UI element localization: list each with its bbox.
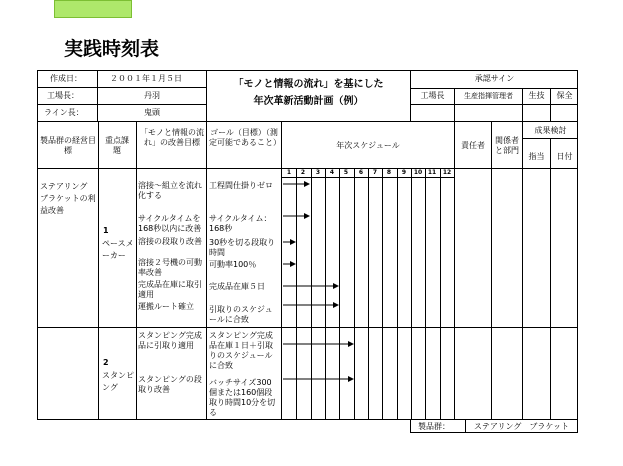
col-review: 成果検討 [534, 126, 567, 135]
col-schedule: 年次スケジュール [336, 141, 400, 150]
month-label: 1 [286, 169, 292, 176]
month-label: 4 [329, 169, 335, 176]
col-key-issue: 重点課題 [105, 136, 129, 155]
row1-measure-2: サイクルタイム：168秒 [209, 214, 272, 233]
month-label: 9 [401, 169, 407, 176]
approver-tech: 生技 [528, 91, 545, 100]
row1-measure-5: 完成品在庫５日 [209, 282, 265, 291]
line-value: 鬼頭 [144, 108, 160, 117]
footer-product-value: ステアリング ブラケット [474, 422, 569, 431]
col-review-approve: 指当 [528, 152, 545, 161]
created-label: 作成日： [50, 74, 82, 83]
approver-maint: 保全 [556, 91, 573, 100]
factory-value: 丹羽 [144, 91, 160, 100]
col-flow-goal: 「モノと情報の流れ」の改善目標 [140, 128, 204, 147]
month-label: 8 [386, 169, 392, 176]
row1-flow-goal-2: サイクルタイムを168秒以内に改善 [138, 214, 202, 233]
row2-flow-goal-2: スタンピングの段取り改善 [138, 375, 202, 394]
col-goal-measure: ゴール（目標）（測定可能であること） [209, 128, 281, 147]
approval-label: 承認サイン [474, 74, 515, 83]
month-label: 7 [372, 169, 378, 176]
factory-label: 工場長： [47, 91, 79, 100]
row1-flow-goal-1: 溶接～組立を流れ化する [138, 181, 202, 200]
row1-flow-goal-3: 溶接の段取り改善 [138, 237, 202, 246]
month-label: 2 [300, 169, 306, 176]
month-label: 12 [442, 169, 452, 176]
month-label: 11 [427, 169, 437, 176]
row2-key-issue: スタンピング [102, 371, 134, 392]
row1-measure-6: 引取りのスケジュールに合致 [209, 305, 273, 324]
row2-flow-goal-1: スタンピング完成品に引取り適用 [138, 331, 202, 350]
row2-key-issue-no: 2 [103, 358, 109, 367]
row1-flow-goal-6: 運搬ルート確立 [138, 302, 194, 311]
month-label: 5 [343, 169, 349, 176]
col-review-date: 日付 [556, 152, 573, 161]
row2-measure-1: スタンピング完成品在庫１日＋引取りのスケジュールに合致 [209, 331, 273, 370]
row1-key-issue: ペースメーカー [102, 239, 134, 260]
row1-measure-3: 30秒を切る段取り時間 [209, 238, 276, 257]
approver-factory: 工場長 [420, 91, 445, 100]
plan-title-line1: 「モノと情報の流れ」を基にした [233, 79, 384, 90]
plan-title-line2: 年次革新活動計画（例） [253, 96, 364, 107]
row1-measure-4: 可動率100％ [209, 260, 257, 269]
col-responsible: 責任者 [461, 141, 485, 150]
month-label: 3 [315, 169, 321, 176]
approver-production: 生産指揮管理者 [464, 92, 513, 100]
month-label: 10 [413, 169, 423, 176]
row1-key-issue-no: 1 [103, 226, 109, 235]
line-label: ライン長： [44, 108, 84, 117]
created-value: ２００１年１月５日 [110, 74, 182, 83]
row1-product-goal: ステアリング ブラケットの利益改善 [40, 182, 96, 215]
col-product-goal: 製品群の経営目標 [40, 136, 96, 155]
row1-flow-goal-5: 完成品在庫に取引適用 [138, 280, 202, 299]
footer-product-label: 製品群： [418, 422, 450, 431]
month-label: 6 [358, 169, 364, 176]
page-title: 実践時刻表 [64, 38, 160, 60]
col-related: 関係者と部門 [495, 136, 519, 155]
row1-measure-1: 工程間仕掛りゼロ [209, 181, 273, 190]
row2-measure-2: バッチサイズ300個または160個段取り時間10分を切る [209, 378, 276, 417]
row1-flow-goal-4: 溶接２号機の可動率改善 [138, 258, 202, 277]
